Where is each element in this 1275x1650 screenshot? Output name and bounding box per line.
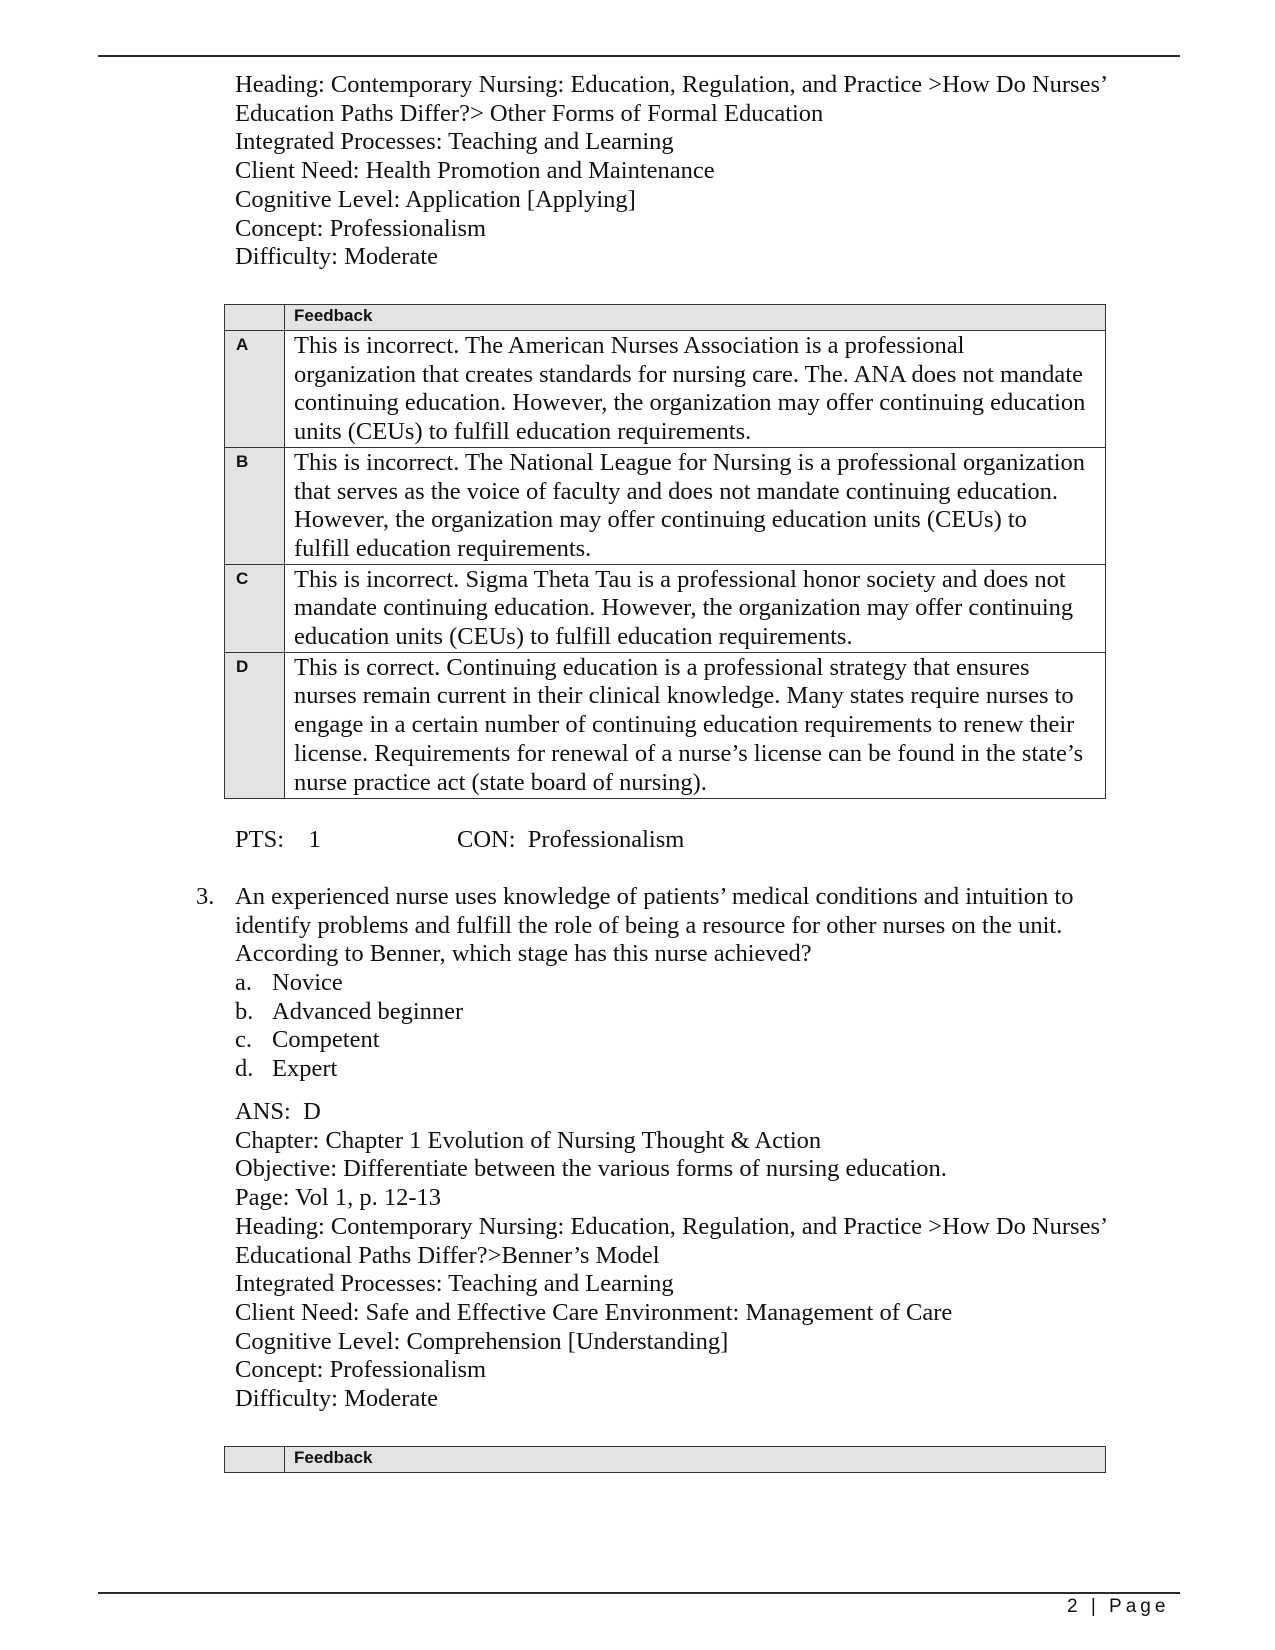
feedback-line: that serves as the voice of faculty and does not mandate continuing education. bbox=[294, 477, 1059, 505]
chapter: Chapter: Chapter 1 Evolution of Nursing Thought & Action bbox=[235, 1126, 822, 1154]
concept: Concept: Professionalism bbox=[235, 1356, 487, 1384]
client-need: Client Need: Safe and Effective Care Environment: Management of Care bbox=[235, 1298, 953, 1326]
feedback-line: nurses remain current in their clinical knowledge. Many states require nurses to bbox=[294, 682, 1074, 710]
feedback-header: Feedback bbox=[285, 305, 1106, 331]
feedback-row bbox=[225, 447, 1106, 564]
answer-key: ANS: D bbox=[235, 1098, 321, 1125]
feedback-header-row bbox=[225, 305, 1106, 331]
heading-line: Heading: Contemporary Nursing: Education, Regulation, and Practice >How Do Nurses’ bbox=[235, 1212, 1109, 1240]
feedback-text bbox=[285, 564, 1106, 652]
feedback-text bbox=[285, 331, 1106, 448]
objective: Objective: Differentiate between the various forms of nursing education. bbox=[235, 1155, 947, 1183]
feedback-option-label: D bbox=[225, 652, 285, 798]
feedback-label-header bbox=[225, 1447, 285, 1473]
option-letter: b. bbox=[235, 997, 254, 1025]
feedback-line: This is correct. Continuing education is a professional strategy that ensures bbox=[294, 653, 1030, 681]
feedback-option-label: A bbox=[225, 331, 285, 448]
feedback-line: continuing education. However, the organization may offer continuing education bbox=[294, 389, 1086, 417]
option-letter: c. bbox=[235, 1026, 252, 1054]
cognitive-level: Cognitive Level: Comprehension [Understanding] bbox=[235, 1327, 729, 1355]
concept: Concept: Professionalism bbox=[235, 214, 487, 242]
feedback-line: engage in a certain number of continuing education requirements to renew their bbox=[294, 711, 1075, 739]
points: PTS: 1 bbox=[235, 826, 321, 853]
feedback-line: education units (CEUs) to fulfill education requirements. bbox=[294, 623, 853, 651]
footer-rule bbox=[98, 1592, 1180, 1594]
feedback-line: However, the organization may offer continuing education units (CEUs) to bbox=[294, 506, 1027, 534]
feedback-label-header bbox=[225, 305, 285, 331]
page-reference: Page: Vol 1, p. 12-13 bbox=[235, 1184, 441, 1212]
feedback-row bbox=[225, 331, 1106, 448]
q2-feedback-table bbox=[224, 304, 1106, 799]
feedback-line: organization that creates standards for nursing care. The. ANA does not mandate bbox=[294, 360, 1083, 388]
stem-line: identify problems and fulfill the role of being a resource for other nurses on the unit. bbox=[235, 911, 1063, 939]
q2-scoring bbox=[235, 826, 685, 855]
feedback-text bbox=[285, 447, 1106, 564]
feedback-line: This is incorrect. The American Nurses Association is a professional bbox=[294, 332, 965, 359]
feedback-line: license. Requirements for renewal of a nurse’s license can be found in the state’s bbox=[294, 739, 1084, 767]
feedback-line: fulfill education requirements. bbox=[294, 534, 592, 562]
difficulty: Difficulty: Moderate bbox=[235, 243, 438, 271]
concept-code: CON: Professionalism bbox=[457, 826, 685, 853]
feedback-line: nurse practice act (state board of nursing). bbox=[294, 768, 707, 796]
heading-line: Heading: Contemporary Nursing: Education, Regulation, and Practice >How Do Nurses’ bbox=[235, 71, 1109, 98]
feedback-option-label: B bbox=[225, 447, 285, 564]
heading-line: Educational Paths Differ?>Benner’s Model bbox=[235, 1241, 660, 1269]
q2-metadata bbox=[235, 71, 1135, 272]
option-letter: a. bbox=[235, 969, 252, 996]
feedback-header: Feedback bbox=[285, 1447, 1106, 1473]
stem-line: According to Benner, which stage has this nurse achieved? bbox=[235, 940, 812, 968]
feedback-header-row bbox=[225, 1447, 1106, 1473]
option-text: Novice bbox=[272, 969, 343, 996]
integrated-processes: Integrated Processes: Teaching and Learning bbox=[235, 128, 674, 156]
option-text: Expert bbox=[272, 1055, 338, 1083]
stem-line: An experienced nurse uses knowledge of patients’ medical conditions and intuition to bbox=[235, 883, 1074, 910]
heading-line: Education Paths Differ?> Other Forms of Formal Education bbox=[235, 99, 824, 127]
feedback-line: units (CEUs) to fulfill education requirements. bbox=[294, 418, 752, 446]
header-rule bbox=[98, 55, 1180, 57]
feedback-line: This is incorrect. The National League for Nursing is a professional organization bbox=[294, 448, 1086, 476]
feedback-line: mandate continuing education. However, the organization may offer continuing bbox=[294, 594, 1074, 622]
question-number: 3. bbox=[196, 883, 215, 910]
option-letter: d. bbox=[235, 1055, 254, 1083]
feedback-row bbox=[225, 652, 1106, 798]
client-need: Client Need: Health Promotion and Maintenance bbox=[235, 157, 715, 185]
feedback-line: This is incorrect. Sigma Theta Tau is a professional honor society and does not bbox=[294, 565, 1066, 593]
q3-feedback-table bbox=[224, 1446, 1106, 1473]
difficulty: Difficulty: Moderate bbox=[235, 1385, 438, 1413]
integrated-processes: Integrated Processes: Teaching and Learning bbox=[235, 1270, 674, 1298]
q3-metadata bbox=[235, 1098, 1135, 1414]
option-text: Advanced beginner bbox=[272, 997, 464, 1025]
option-text: Competent bbox=[272, 1026, 380, 1054]
question-stem bbox=[235, 883, 1135, 969]
cognitive-level: Cognitive Level: Application [Applying] bbox=[235, 185, 636, 213]
feedback-text bbox=[285, 652, 1106, 798]
page-number: 2 | Page bbox=[1067, 1596, 1170, 1617]
feedback-option-label: C bbox=[225, 564, 285, 652]
feedback-row bbox=[225, 564, 1106, 652]
